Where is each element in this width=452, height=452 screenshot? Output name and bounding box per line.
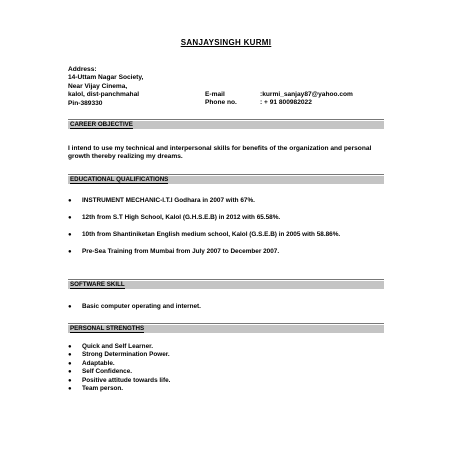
address-line: Near Vijay Cinema, bbox=[68, 82, 128, 90]
bullet-icon: ● bbox=[68, 377, 72, 384]
heading-text: PERSONAL STRENGTHS bbox=[70, 325, 145, 332]
email-row bbox=[205, 91, 353, 99]
address-line: 14-Uttam Nagar Society, bbox=[68, 74, 144, 82]
section-heading-career-objective bbox=[68, 121, 384, 129]
phone-value: : + 91 800982022 bbox=[260, 99, 312, 107]
heading-text: CAREER OBJECTIVE bbox=[70, 121, 133, 128]
address-block bbox=[68, 66, 143, 108]
address-label: Address: bbox=[68, 66, 97, 73]
section-divider bbox=[68, 323, 384, 324]
section-heading-software-skill bbox=[68, 281, 384, 289]
resume-name bbox=[0, 38, 452, 47]
section-heading-education bbox=[68, 176, 384, 184]
list-item: ● Quick and Self Learner. bbox=[68, 343, 154, 350]
list-item: ● Pre-Sea Training from Mumbai from July 2007 to December 2007. bbox=[68, 247, 280, 255]
list-item: ● Basic computer operating and internet. bbox=[68, 303, 201, 310]
bullet-icon: ● bbox=[68, 344, 72, 350]
career-objective-text: I intend to use my technical and interpersonal skills for benefits of the organization and personal growth thereby realizing my dreams. bbox=[68, 145, 372, 161]
list-item: ● Strong Determination Power. bbox=[68, 351, 170, 359]
section-divider bbox=[68, 174, 384, 175]
bullet-icon: ● bbox=[68, 360, 72, 367]
bullet-icon: ● bbox=[68, 198, 72, 204]
software-list bbox=[68, 303, 384, 311]
email-value: :kurmi_sanjay87@yahoo.com bbox=[260, 91, 353, 98]
bullet-icon: ● bbox=[68, 214, 72, 221]
bullet-icon: ● bbox=[68, 352, 72, 359]
list-item: ● Positive attitude towards life. bbox=[68, 376, 171, 384]
list-item: ● Adaptable. bbox=[68, 359, 115, 367]
strengths-list bbox=[68, 343, 384, 393]
address-line: Pin-389330 bbox=[68, 99, 103, 107]
bullet-icon: ● bbox=[68, 248, 72, 255]
email-label: E-mail bbox=[205, 91, 225, 98]
name-text: SANJAYSINGH KURMI bbox=[180, 38, 272, 47]
bullet-icon: ● bbox=[68, 369, 72, 376]
list-item: ● Self Confidence. bbox=[68, 368, 133, 376]
address-line: kalol, dist-panchmahal bbox=[68, 91, 140, 99]
heading-text: EDUCATIONAL QUALIFICATIONS bbox=[70, 176, 169, 183]
bullet-icon: ● bbox=[68, 386, 72, 393]
list-item: ● INSTRUMENT MECHANIC-I.T.I Godhara in 2007 with 67%. bbox=[68, 197, 255, 204]
section-divider bbox=[68, 119, 384, 120]
phone-label: Phone no. bbox=[205, 99, 237, 107]
list-item: ● Team person. bbox=[68, 385, 124, 393]
bullet-icon: ● bbox=[68, 231, 72, 238]
section-divider bbox=[68, 279, 384, 280]
phone-row bbox=[205, 99, 353, 107]
list-item: ● 12th from S.T High School, Kalol (G.H.S.E.B) in 2012 with 65.58%. bbox=[68, 213, 281, 221]
bullet-icon: ● bbox=[68, 304, 72, 310]
education-list bbox=[68, 197, 384, 265]
list-item: ● 10th from Shantiniketan English medium school, Kalol (G.S.E.B) in 2005 with 58.86%. bbox=[68, 230, 341, 238]
contact-block bbox=[205, 91, 353, 108]
heading-text: SOFTWARE SKILL bbox=[70, 281, 125, 288]
section-heading-personal-strengths bbox=[68, 325, 384, 333]
